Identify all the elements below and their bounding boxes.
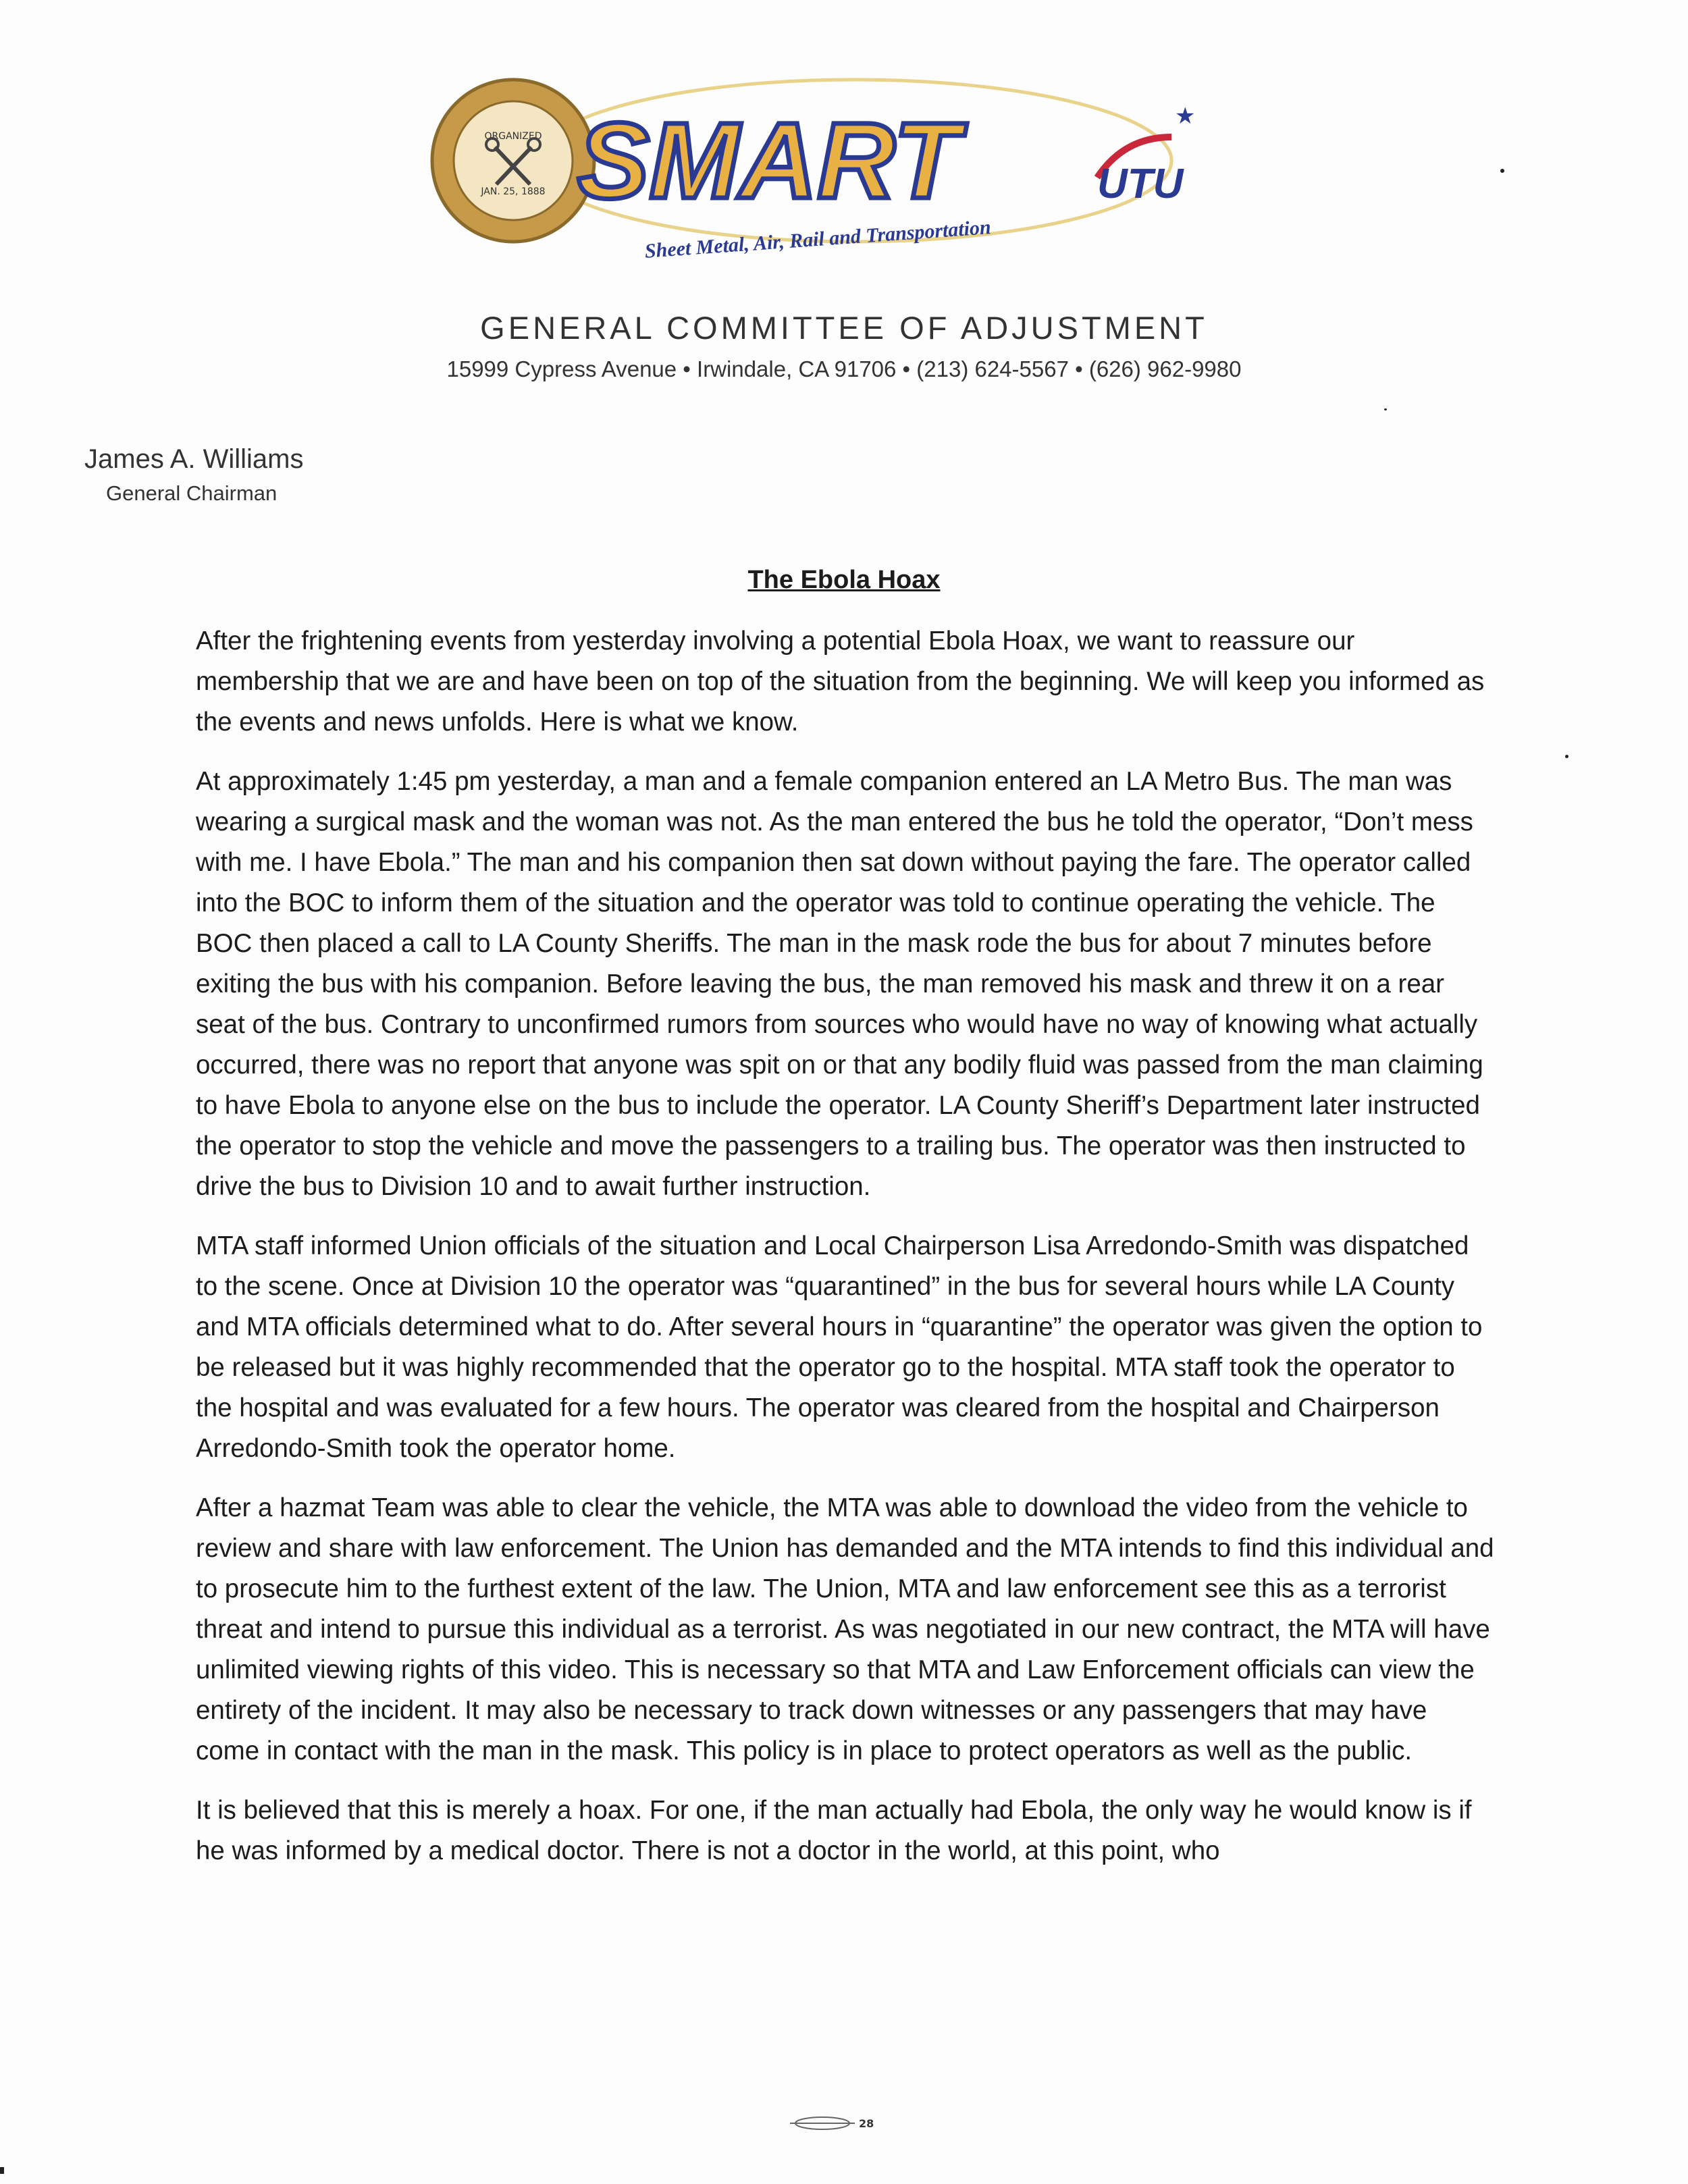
scan-speck — [1384, 408, 1387, 410]
scan-speck — [1500, 169, 1504, 173]
signer-block — [84, 444, 304, 506]
paragraph: After the frightening events from yesterday involving a potential Ebola Hoax, we want to reassure our membership that we are and have been on top of the situation from the beginning. We will keep you informed as the events and news unfolds. Here is what we know. — [196, 627, 1485, 737]
letter-body — [196, 621, 1496, 1890]
paragraph: MTA staff informed Union officials of the situation and Local Chairperson Lisa Arredondo-Smith was dispatched to the scene. Once at Division 10 the operator was “quarantined” in the bus for several hours while LA County and MTA officials determined what to do. After several hours in “quarantine” the operator was given the option to be released but it was highly recommended that the operator go to the hospital. MTA staff took the operator to the hospital and was evaluated for a few hours. The operator was cleared from the hospital and Chairperson Arredondo-Smith took the operator home. — [196, 1231, 1483, 1463]
paragraph: After a hazmat Team was able to clear the vehicle, the MTA was able to download the video from the vehicle to review and share with law enforcement. The Union has demanded and the MTA intends to find this individual and to prosecute him to the furthest extent of the law. The Union, MTA and law enforcement see this as a terrorist threat and intend to pursue this individual as a terrorist. As was negotiated in our new contract, the MTA will have unlimited viewing rights of this video. This is necessary so that MTA and Law Enforcement officials can view the entirety of the incident. It may also be necessary to track down witnesses or any passengers that may have come in contact with the man in the mask. This policy is in place to protect operators as well as the public. — [196, 1493, 1494, 1765]
scan-speck — [0, 2167, 4, 2174]
signer-name: James A. Williams — [84, 444, 304, 474]
signer-role: General Chairman — [106, 481, 278, 505]
committee-heading: GENERAL COMMITTEE OF ADJUSTMENT — [480, 310, 1208, 346]
committee-address: 15999 Cypress Avenue • Irwindale, CA 91706 • (213) 624-5567 • (626) 962-9980 — [446, 356, 1242, 381]
union-seal — [432, 80, 594, 242]
paragraph: At approximately 1:45 pm yesterday, a man and a female companion entered an LA Metro Bus. The man was wearing a surgical mask and the woman was not. As the man entered the bus he told the operator, “Don’t mess with me. I have Ebola.” The man and his companion then sat down without paying the fare. The operator called into the BOC to inform them of the situation and the operator was told to continue operating the vehicle. The BOC then placed a call to LA County Sheriffs. The man in the mask rode the bus for about 7 minutes before exiting the bus with his companion. Before leaving the bus, the man removed his mask and threw it on a rear seat of the bus. Contrary to unconfirmed rumors from sources who would have no way of knowing what actually occurred, there was no report that anyone was spit on or that any bodily fluid was passed from the man claiming to have Ebola to anyone else on the bus to include the operator. LA County Sheriff’s Department later instructed the operator to stop the vehicle and move the passengers to a trailing bus. The operator was then instructed to drive the bus to Division 10 and to await further instruction. — [196, 767, 1483, 1201]
smart-logo — [422, 59, 1232, 282]
union-bug-mark — [783, 2113, 878, 2133]
svg-text:JAN. 25, 1888: JAN. 25, 1888 — [481, 186, 546, 197]
logo-subtext: Sheet Metal, Air, Rail and Transportation — [643, 216, 992, 263]
utu-mark — [1097, 103, 1195, 207]
svg-text:★: ★ — [1175, 103, 1196, 130]
svg-text:UTU: UTU — [1097, 161, 1184, 207]
paragraph: It is believed that this is merely a hoax. For one, if the man actually had Ebola, the only way he would know is if he was informed by a medical doctor. There is not a doctor in the world, at this point, who — [196, 1796, 1472, 1865]
logo-smart-text: SMART — [577, 100, 959, 221]
scan-speck — [1565, 755, 1568, 758]
document-title: The Ebola Hoax — [747, 566, 941, 594]
svg-text:ORGANIZED: ORGANIZED — [484, 131, 542, 142]
svg-text:28: 28 — [859, 2117, 874, 2130]
